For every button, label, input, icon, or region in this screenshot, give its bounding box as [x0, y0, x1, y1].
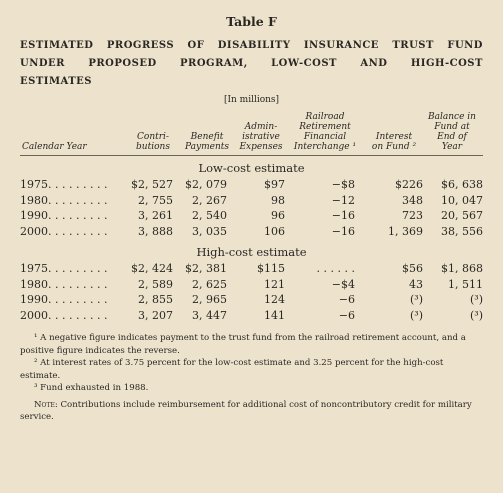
cell-year: 2000. . . . . . . . .	[20, 224, 108, 238]
column-headers	[20, 107, 483, 156]
cell-year: 1980. . . . . . . . .	[20, 193, 108, 207]
cell-year: 2000. . . . . . . . .	[20, 308, 108, 322]
table-id: Table F	[226, 14, 277, 29]
note-label: Note:	[34, 399, 58, 410]
cell-contributions: $2, 527	[131, 178, 173, 191]
table-title	[20, 37, 483, 91]
cell-admin: $97	[264, 178, 285, 191]
col-header-balance: Balance in Fund at End of Year	[428, 112, 476, 152]
cell-year: 1990. . . . . . . . .	[20, 209, 108, 222]
cell-contributions: 2, 755	[138, 193, 173, 207]
title-word: TRUST	[392, 40, 434, 51]
cell-railroad: −16	[331, 224, 355, 238]
title-word: LOW-COST	[271, 58, 338, 69]
footnote-3: ³ Fund exhausted in 1988.	[34, 383, 149, 393]
table-row	[20, 262, 483, 278]
cell-year: 1975. . . . . . . . .	[20, 178, 108, 191]
col-header-year: Calendar Year	[22, 142, 87, 152]
title-line-1	[20, 37, 483, 55]
cell-admin: 124	[264, 293, 285, 306]
cell-balance: 1, 511	[448, 277, 483, 291]
col-header-benefits: Benefit Payments	[185, 132, 229, 152]
title-word: PROPOSED	[88, 58, 157, 69]
footnotes	[20, 332, 483, 424]
section-title-high-cost: High-cost estimate	[196, 245, 307, 259]
cell-interest: (³)	[410, 308, 423, 322]
cell-year: 1975. . . . . . . . .	[20, 262, 108, 275]
table-row	[20, 178, 483, 194]
cell-balance: 20, 567	[441, 209, 483, 222]
title-word: HIGH-COST	[410, 58, 483, 69]
title-line-3: ESTIMATES	[20, 76, 93, 87]
cell-contributions: 2, 855	[138, 293, 173, 306]
cell-balance: 38, 556	[441, 224, 483, 238]
cell-contributions: 3, 207	[138, 308, 173, 322]
cell-railroad: −12	[331, 193, 355, 207]
cell-admin: 121	[264, 277, 285, 291]
title-word: UNDER	[20, 58, 65, 69]
cell-balance: (³)	[470, 308, 483, 322]
units-label: [In millions]	[223, 95, 280, 105]
cell-balance: (³)	[470, 293, 483, 306]
cell-railroad: −6	[338, 293, 355, 306]
cell-year: 1990. . . . . . . . .	[20, 293, 108, 306]
section-title-low-cost: Low-cost estimate	[198, 161, 305, 175]
cell-balance: 10, 047	[441, 193, 483, 207]
note	[20, 399, 483, 424]
cell-benefits: 2, 625	[192, 277, 227, 291]
cell-balance: $6, 638	[441, 178, 483, 191]
cell-benefits: 2, 965	[192, 293, 227, 306]
cell-admin: 106	[264, 224, 285, 238]
cell-balance: $1, 868	[441, 262, 483, 275]
cell-benefits: 2, 267	[192, 193, 227, 207]
cell-railroad: −$8	[331, 178, 355, 191]
title-word: DISABILITY	[217, 40, 291, 51]
cell-railroad: −$4	[331, 277, 355, 291]
cell-railroad: −16	[331, 209, 355, 222]
title-word: PROGRAM,	[180, 58, 248, 69]
title-word: OF	[187, 40, 205, 51]
note-text: Contributions include reimbursement for additional cost of noncontributory credit for military service.	[20, 399, 472, 422]
cell-admin: 96	[271, 209, 285, 222]
cell-admin: 141	[264, 308, 285, 322]
cell-interest: (³)	[410, 293, 423, 306]
title-word: FUND	[447, 40, 483, 51]
table-row	[20, 278, 483, 294]
cell-benefits: $2, 079	[185, 178, 227, 191]
cell-contributions: 3, 261	[138, 209, 173, 222]
cell-admin: $115	[257, 262, 285, 275]
cell-railroad: . . . . . .	[316, 262, 355, 275]
cell-contributions: 3, 888	[138, 224, 173, 238]
cell-benefits: $2, 381	[185, 262, 227, 275]
cell-interest: $56	[402, 262, 423, 275]
cell-benefits: 3, 035	[192, 224, 227, 238]
cell-interest: $226	[395, 178, 423, 191]
cell-interest: 348	[402, 193, 423, 207]
cell-contributions: $2, 424	[131, 262, 173, 275]
col-header-railroad: Railroad Retirement Financial Interchange ¹	[293, 112, 357, 152]
table-row	[20, 194, 483, 210]
table-row	[20, 225, 483, 241]
cell-interest: 43	[409, 277, 423, 291]
title-line-2	[20, 55, 483, 73]
title-word: ESTIMATED	[20, 40, 94, 51]
cell-year: 1980. . . . . . . . .	[20, 277, 108, 291]
table-row	[20, 309, 483, 325]
cell-admin: 98	[271, 193, 285, 207]
title-word: AND	[360, 58, 388, 69]
cell-interest: 1, 369	[388, 224, 423, 238]
col-header-admin: Admin- istrative Expenses	[239, 122, 283, 152]
footnote-1: ¹ A negative figure indicates payment to the trust fund from the railroad retirement account, and a positive figure indicates the reverse.	[20, 333, 466, 356]
col-header-contributions: Contri- butions	[136, 132, 170, 152]
cell-benefits: 2, 540	[192, 209, 227, 222]
col-header-interest: Interest on Fund ²	[371, 132, 417, 152]
title-word: INSURANCE	[303, 40, 379, 51]
table-row	[20, 209, 483, 225]
cell-benefits: 3, 447	[192, 308, 227, 322]
footnote-2: ² At interest rates of 3.75 percent for the low-cost estimate and 3.25 percent for the high-cost estimate.	[20, 358, 444, 381]
cell-contributions: 2, 589	[138, 277, 173, 291]
title-word: PROGRESS	[106, 40, 175, 51]
cell-interest: 723	[402, 209, 423, 222]
cell-railroad: −6	[338, 308, 355, 322]
table-row	[20, 293, 483, 309]
